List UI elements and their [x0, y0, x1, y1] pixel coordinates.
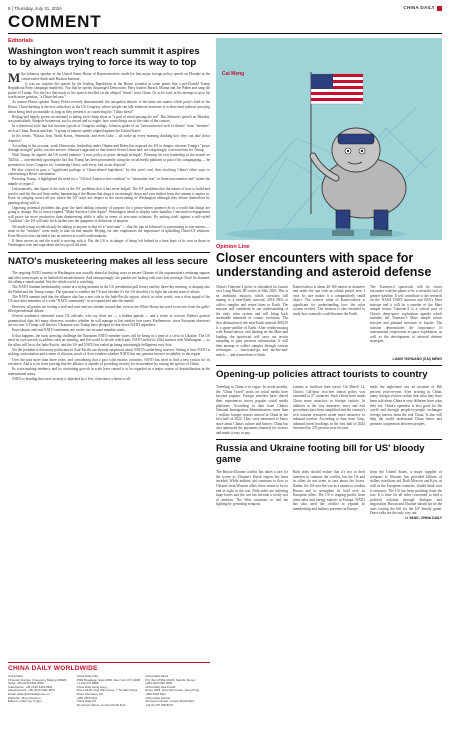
body-paragraph: According to his account, weak Democratic leadership under Obama and Biden has exposed the US to danger, whereas Trump's "peace through strength" policy was the answer. Johnson's approach to that former Soviet Union and, not surprisingly, a second term for Trump. — [8, 143, 210, 153]
editorial-headline-2: NATO's musketeering makes all less secure — [8, 255, 208, 267]
editorial-4-headline: Russia and Ukraine footing bill for US' bloody game — [216, 443, 425, 466]
brand-red-square — [437, 6, 442, 11]
divider-2 — [216, 365, 442, 366]
body-paragraph: The NATO Summit inexhaustibly comes at a trying moment in the US presidential poll frenzy and the three-day meeting, is shaping also the Biden and the Trump camps. The question is whether the US and whether it's the US should try to fight the current state of affairs. — [8, 285, 210, 294]
body-paragraph: Several academics reiterated some US officials, who say there are — a hidden agenda — and a series of worries. Biden's general grammatical slips left many observers wonders whether he will manage to last another four years. Furthermore, since European observers are not sure if Trump will listen to Ukrainian war, Trump have pledged to shut down NATO regardless. — [8, 314, 210, 328]
body-paragraph: He also vowed to pass a "significant package of China-related legislation" by this year's end, thus resolving China's other ways to constructing a Reset constitution. — [8, 167, 210, 177]
editorial-3-col-2: tourists to facilitate their travel. On March 14, China's 144-hour visa-free transit policy was extended to 37 countries. Such efforts have made China more attractive to foreign visitors. In addition to the visa measures, entry and exit procedures have been simplified and the country's rich tourism resources made more attractive to inbound tourists. According to data from Ctrip, inbound travel bookings in the first half of 2024 increased by 270 percent year-on-year. — [293, 385, 365, 431]
china-daily-worldwide-box — [8, 662, 210, 742]
body-paragraph: With Trump, he argued, the US would embrace "a new policy of peace through strength". Pursuing his own leadership in the assault on TikTok — conveniently ignoring the fact that Trump has been prominently using the social media platform as part of his campaigning — he promised to focus Congress on "countering China, with every tool at our disposal". — [8, 153, 210, 167]
body-paragraph: If these moves as and the world is moving with it. But the US is in danger of being left behind in a time hope of its own as those in Washington wait and rage about the lost good old time. — [8, 238, 210, 248]
body-paragraph: The ongoing NATO summit in Washington was actually aimed at finding ways to ensure Ukraine of the organization's enduring support and offer some hopes as its battlefield misadventures. And unsurprisingly, the pundits are lurking with one clear message: Don't be alarmed, the alliance stands united. Not the whole world is watching. — [8, 270, 210, 285]
body-paragraph: Its crisis-making tendency and its continuing growth in scale have caused it to be regarded as a major source of destabilization in the international arena. — [8, 367, 210, 376]
body-paragraph: Euro-skeptic and anti-NATO sentiments are on the rise in some member states. — [12, 328, 126, 333]
opinion-col-2: Kamo'oalewa is about 40-100 meters in diameter and orbits the sun with an orbital period near 1 year. Its size makes it a comparatively small object. The science value of Kamo'oalewa is significant for understanding how the solar system evolves. The mission is also intended to study how asteroids could threaten the Earth. — [293, 284, 365, 316]
body-paragraph: NATO is bending that once security is hijacked by a few, it becomes a threat to all. — [12, 376, 131, 381]
body-paragraph: We made trying to ridiculously be talking to anyone to that it's a "zero-sum" — that the tips of Johnson's is a promising to true nations — none of the "enemies" seem ready to take on that mantle. Beijing, for one, emphasizes the importance of upholding China-US relations. Even Moscow has clarified it has no interest in world confrontations. — [8, 224, 210, 238]
page-info: 8 | Thursday, July 31, 2024 — [8, 5, 62, 11]
cd-col-3: China Daily Africa P.O. Box 27281-00100, Nairobi, Kenya +254 (0)20 692 2000 China Daily Asia Pacific Room 1818, Hing Wai Centre, Hong Kong +852 2518 5111 China Daily Europe 90 Cannon Street, London EC4N 6HA +44 (0) 207 398 8270 — [145, 674, 200, 707]
divider-3 — [216, 439, 442, 440]
cartoonist-label: Cai Meng — [222, 71, 245, 77]
editorial-cartoon — [216, 38, 442, 240]
editorial-4-col-1: The Russia-Ukraine conflict has taken a turn for the worse as Ukraine's Kursk region has been invaded. While military aid continues to flow to Ukraine from Western allies, there seems to be no end in sight to the war. Both sides are suffering huge losses and the war has become a costly war of attrition. The West continues to fuel the fighting by providing weapons. — [216, 470, 288, 507]
masthead-rule — [8, 33, 442, 34]
body-paragraph: It that happens, the most pressing challenge the European NATO member states will be being in a time of a crisis in Ukraine. The US need its own aircraft to address such an opening, and the world to decide which part. NATO ended its 2024 summit with Washington — so the allies will be to the Indo-Pacific, and the US and NATO has ended up being increasingly belligerent over Asia. — [8, 333, 210, 347]
editorial-3-headline: Opening-up policies attract tourists to country — [216, 369, 428, 381]
editorial-4-col-2: Both sides should realize that it's not in their interests to continue the conflict, but the US and its allies do not seem to care about the losses. Rather, the US sees the war as a means to weaken Russia and to strengthen its hold over its European allies. The US is reaping profits from arms sales and energy exports to Europe. NATO has also used the conflict to expand its membership and military presence in Europe. — [293, 470, 365, 511]
editorial-4-col-3: from the United States, a major supplier of weapons to Ukraine, has provided billions of dollars in military aid. Both Moscow and Kyiv, as well as the European countries, should think over it seriously. The US has been profiting from the war. It is time for all sides concerned to find a political solution through dialogue and negotiation. Russia and Ukraine should not be the ones footing the bill for the US' bloody game. Peace talks are the only way out. — [370, 470, 442, 516]
opinion-col-3: The Tianwen-2 spacecraft will be closer encounter with the planet to be a scientific tool of greater stability. It will contribute to the research on the NASA DART mission and ESA's Hera mission and it will be a transfer of the Mars sample return. Tianwen-2 is a critical part of China's deep-space exploration agenda which includes the Tianwen-3 Mars sample return mission and planned missions to Jupiter. The mission demonstrates the importance of international cooperation in space exploration, as well as the development of asteroid defense strategies. — [370, 284, 442, 344]
body-paragraph: In a rhetorical style that has become typical of Congress outings, Johnson spoke of an "interconnected web of threats" from "enemies" such as China, Russia and Iran, "a group of nations openly aligned against the United States". — [8, 124, 210, 133]
opinion-headline: Closer encounters with space for understanding and asteroid defense — [216, 251, 432, 279]
body-paragraph: In his words, "Russia, Iran, North Korea, Venezuela, and even Cuba ... all wake up every morning thinking how they can take down America". — [8, 134, 210, 143]
editorial-3-columns — [216, 385, 442, 435]
top-bar — [8, 4, 442, 12]
body-paragraph: It was no surprise the speech by the leading Republican in the House sounded at some points like a pre-Donald Trump Republican Party campaign manifesto. Nor that he openly disparaged Democratic Party leaders Barack Obama and Joe Biden and sang the praise of Trump. Nor the fact that much of his speech dwelled on the alleged "threat" from China. Or as he said, in his attempt to give his words more gravitas, "a China-led axis". — [8, 81, 210, 100]
editorial-body-2 — [8, 271, 210, 382]
editorial-3-col-1: Traveling to China is in vogue. In recent months, the "China Travel" posts on social media have become popular. Foreign travelers have shared their experiences across popular social media platforms. According to data from China's National Immigration Administration, more than 1 million foreign visitors arrived in China in the first half of 2024. They were interested to know more about China's culture and history. China has also optimized the payments channels for visitors and made it easy to pay. — [216, 385, 288, 435]
opinion-byline: LIANG YISHUANG (CAI) MENG — [392, 357, 442, 362]
editorials-label: Editorials — [8, 38, 34, 44]
body-paragraph: As former House speaker Nancy Pelosi recently demonstrated, the outspoken rhetoric is the same one matter which party's hold of the House. China-bashing is the new orthodoxy in the US Congress, where people can talk whatever nonsense is in their head without worrying about being held accountable as long as they present it as countering the "China threat". — [8, 100, 210, 114]
cd-col-1: China Daily 15 Huixin Dongjie, Chaoyang, Beijing 100029 News: +86 (0)10 6491-8366 Subscription: +86 (0)10 6491-8621 Advertisement: +86 (0)10 6491-8631 Email: editor@chinadaily.com.cn Publisher: Zhou Shuchun Editor-in-Chief: Qu Yingpu — [8, 674, 67, 704]
body-paragraph: Opposing potential problems has gone the hard fabling certainty of purpose for a prime-driven quietnes de in a world that things are going to change. Not to worry expand, "Make America Great Again". Washington needs to display some humility. Constructive engagement will prove far more productive than domineering while it talks in terms of zero-sum solutions. By putting itself against a self-styled "coalition", the US will only stick further into the quagmire of delusions of utopian. — [8, 205, 210, 224]
body-paragraph: Unfortunately, that figure is the curb of the US' problems that it has never helped. The US' problems that the nature of how to build and resolve and the discord from reality hammering it the House that drags it increasingly down and ever further from the summit it aspires to. Even its cringing coerce-all ties which the US' stays not respect to the shortcoming of Washington although they deluse themselves by painting along with it. — [8, 187, 210, 205]
section-masthead: COMMENT — [8, 12, 102, 31]
cd-worldwide-grid — [8, 675, 210, 707]
editorials-column — [8, 38, 210, 381]
opinion-label: Opinion Line — [216, 244, 250, 250]
cd-col-2: China Daily USA 1500 Broadway, Suite 2800, New York, NY 10036 +1 212 537 8888 China Daily Hong Kong Room 1818, Hing Wai Centre, 7 Tin Wan Praya Road, Aberdeen, HK +852 2518 5111 China Daily UK 90 Cannon Street, London EC4N 6HA — [76, 674, 141, 707]
opinion-col-1: China's Tianwen-2 probe is scheduled for launch on a Long March 3B rocket in May 2025. This is an ambitious mission, which scientists still aiming to a near-Earth asteroid, 2016 HO3 to collect samples and return them to Earth. The mission will contribute to our understanding of the early solar system and will bring back invaluable materials of cosmic evolution. The first destination of the near-Earth asteroid 469219 is a quasi-satellite of Earth. After rendezvousing with Kamo'oalewa, and landing on the Mars and landing, the spacecraft will carry out in-situ sampling to gain precious information. It will then attempt to collect samples through various techniques — touch-and-go and anchor-and-attach — and return them to Earth. — [216, 284, 288, 357]
body-paragraph: Over the past more than three years, and considering that a pact with various countries, NATO has tried to find a new reason for its existence. And it is far from proving that the alliance is capable of providing security for its members by raising the spectre of China. — [8, 357, 210, 367]
body-paragraph: Parroting Trump, it highlighted the need for a "US-led, America-first coalition" to "rationalize fear" in American enemies and "retake the mantle of respect". — [8, 177, 210, 186]
editorial-body-1 — [8, 72, 210, 248]
cd-worldwide-title: CHINA DAILY WORLDWIDE — [8, 665, 98, 672]
body-paragraph: Mike Johnson, speaker of the United States House of Representatives, made his first major foreign policy speech on Monday at the conservative think tank Hudson Institute. — [8, 70, 210, 85]
editorial-headline-1: Washington won't reach summit it aspires to by always trying to force its way to top — [8, 46, 200, 68]
editorial-4-byline: LI YANG, CHINA DAILY — [405, 515, 442, 520]
body-paragraph: The NATO summit said that the alliance also has a new role in the Indo-Pacific region, which, in other words, was a clear signal of the US and other members of a wide "NATO community" or to expand and take the mantle. — [8, 294, 210, 304]
opinion-columns — [216, 285, 442, 358]
right-column — [216, 38, 442, 520]
editorial-divider — [8, 252, 210, 253]
body-paragraph: Beijing had largely grown accustomed to taking such cheap shots as "a part of ritual passing the red". But Johnson's speech on Monday, was particularly Sinopsis-bounteous, such a cursed and so vague, how come things are to the state of the country. — [8, 114, 210, 124]
brand-label: CHINA DAILY — [403, 5, 442, 10]
body-paragraph: However, all parties are feeling a wall and wait-and-see attitude toward that, even as the White House has tried to recover from the gaffe-filled presidential debate. — [8, 304, 210, 314]
editorial-3-col-3: made the night-time city an increase of 466 percent year-on-year. After arriving in China, many foreign visitors realize that what they have been told about China is very different from what they see. China's openness is also good for the world and through people-to-people exchanges foreign tourists learn the real China. It also will help the world understand China better and promote cooperation between peoples. — [370, 385, 442, 426]
editorial-4-columns — [216, 470, 442, 515]
cartoon-illustration — [216, 38, 442, 240]
drop-cap: M — [8, 70, 21, 85]
body-paragraph: Yet the problem is that many politicians in Asia-Pacific are already suspicious about NATO's underlying motives. Seeing is how NATO is stoking confrontation and a sense of division, much of Asia wonders whether NATO has any genuine interest in stability in the region. — [8, 347, 210, 357]
